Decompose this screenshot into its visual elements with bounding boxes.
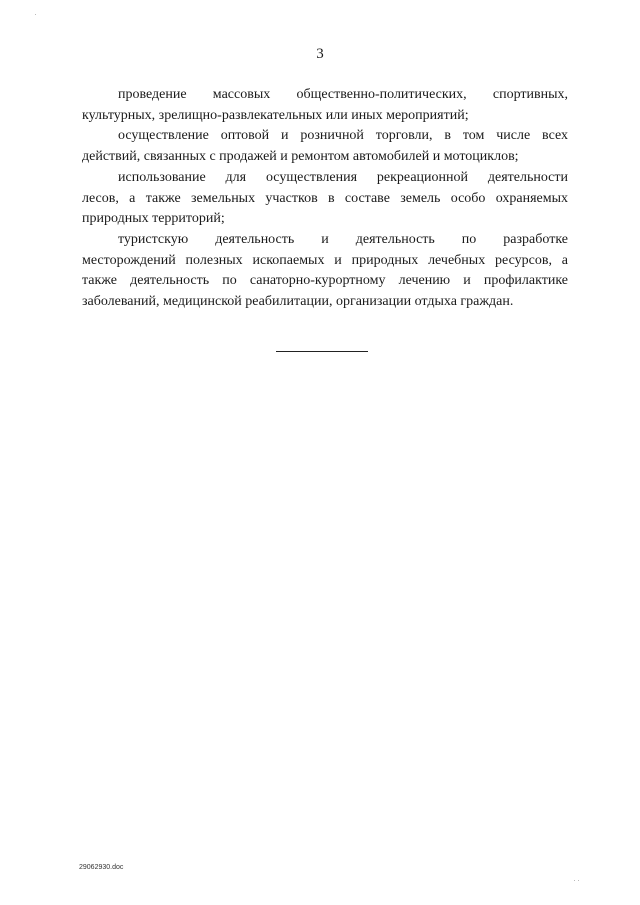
- text-line: действий, связанных с продажей и ремонтом автомобилей и мотоциклов;: [82, 149, 519, 165]
- paragraph-mass-events: [82, 85, 568, 126]
- scan-speck: [574, 880, 575, 881]
- text-line: лесов, а также земельных участков в составе земель особо охраняемых: [82, 190, 568, 206]
- document-body: [82, 85, 568, 313]
- document-file-code: 29062930.doc: [79, 864, 124, 871]
- text-line: также деятельность по санаторно-курортному лечению и профилактике: [82, 273, 568, 289]
- paragraph-tourism: [82, 230, 568, 313]
- scan-speck: [578, 880, 579, 881]
- page-number: 3: [316, 46, 324, 62]
- text-line: туристскую деятельность и деятельность по разработке: [118, 231, 568, 247]
- end-separator-line: [276, 351, 368, 352]
- text-line: месторождений полезных ископаемых и природных лечебных ресурсов, а: [82, 252, 568, 268]
- paragraph-trade: [82, 126, 568, 167]
- text-line: проведение массовых общественно-политических, спортивных,: [118, 87, 568, 102]
- text-line: культурных, зрелищно-развлекательных или иных мероприятий;: [82, 107, 469, 123]
- text-line: использование для осуществления рекреационной деятельности: [118, 169, 568, 185]
- scan-speck: [35, 14, 36, 15]
- text-line: природных территорий;: [82, 211, 225, 227]
- text-line: осуществление оптовой и розничной торговли, в том числе всех: [118, 128, 568, 144]
- paragraph-recreation: [82, 168, 568, 230]
- text-line: заболеваний, медицинской реабилитации, организации отдыха граждан.: [82, 294, 514, 310]
